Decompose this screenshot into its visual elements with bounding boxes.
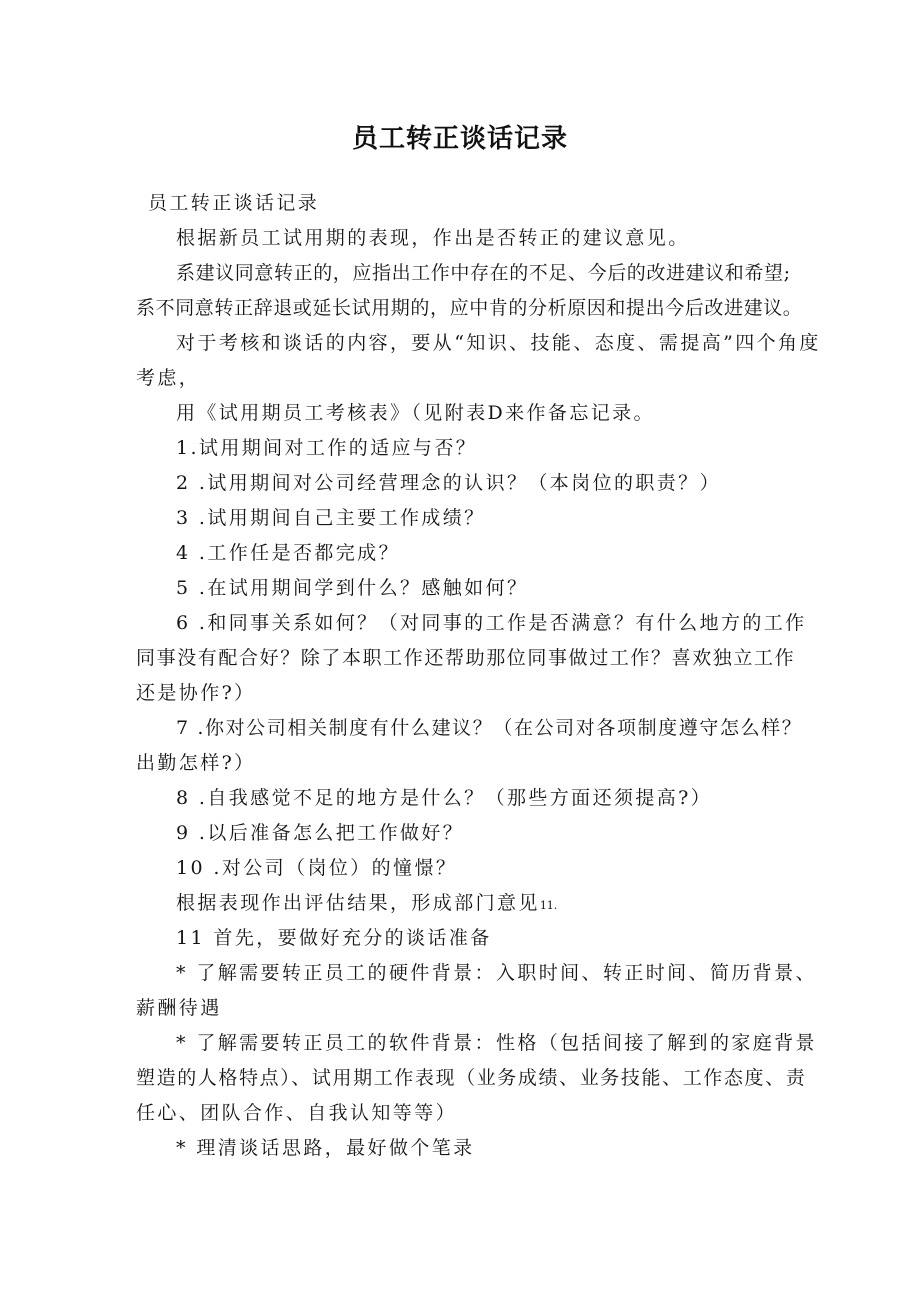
text-line: 考虑， [136,367,201,389]
section-heading: 11 首先，要做好充分的谈话准备 [176,927,492,949]
list-item: 5 .在试用期间学到什么？感触如何？ [176,577,529,599]
list-item: 7 .你对公司相关制度有什么建议？（在公司对各项制度遵守怎么样？ [176,717,803,739]
list-item: 8 .自我感觉不足的地方是什么？（那些方面还须提高?） [176,787,713,809]
list-item: 6 .和同事关系如何？（对同事的工作是否满意？有什么地方的工作 [176,612,807,634]
text-line-main: 根据表现作出评估结果，形成部门意见 [176,892,540,914]
text-line: 任心、团队合作、自我认知等等） [136,1102,458,1124]
text-line: 系建议同意转正的，应指出工作中存在的不足、今后的改进建议和希望; [176,262,791,284]
bullet-item: * 了解需要转正员工的软件背景：性格（包括间接了解到的家庭背景 [176,1032,817,1054]
list-item: 2 .试用期间对公司经营理念的认识？（本岗位的职责？） [176,472,721,494]
text-line: 用《试用期员工考核表》（见附表D来作备忘记录。 [176,402,655,424]
text-line: 还是协作?） [136,682,256,704]
bullet-item: * 理清谈话思路，最好做个笔录 [176,1137,475,1159]
list-item: 1.试用期间对工作的适应与否？ [176,437,478,459]
list-item: 4 .工作任是否都完成？ [176,542,400,564]
bullet-item: * 了解需要转正员工的硬件背景：入职时间、转正时间、简历背景、 [176,962,817,984]
list-item: 9 .以后准备怎么把工作做好？ [176,822,465,844]
text-line: 对于考核和谈话的内容，要从“知识、技能、态度、需提高”四个角度 [176,332,821,354]
footnote-mark: 11. [539,899,558,912]
page-title: 员工转正谈话记录 [351,124,568,154]
text-line: 出勤怎样?） [136,752,256,774]
text-line: 同事没有配合好？除了本职工作还帮助那位同事做过工作？喜欢独立工作 [136,647,796,669]
list-item: 3 .试用期间自己主要工作成绩？ [176,507,486,529]
text-line: 系不同意转正辞退或延长试用期的，应中肯的分析原因和提出今后改进建议。 [136,297,803,319]
text-line: 塑造的人格特点）、试用期工作表现（业务成绩、业务技能、工作态度、责 [136,1067,807,1089]
text-line: 根据新员工试用期的表现，作出是否转正的建议意见。 [176,227,690,249]
text-line [176,891,557,918]
subheading: 员工转正谈话记录 [148,192,320,214]
text-line: 薪酬待遇 [136,997,222,1019]
list-item: 10 .对公司（岗位）的憧憬？ [176,857,458,879]
